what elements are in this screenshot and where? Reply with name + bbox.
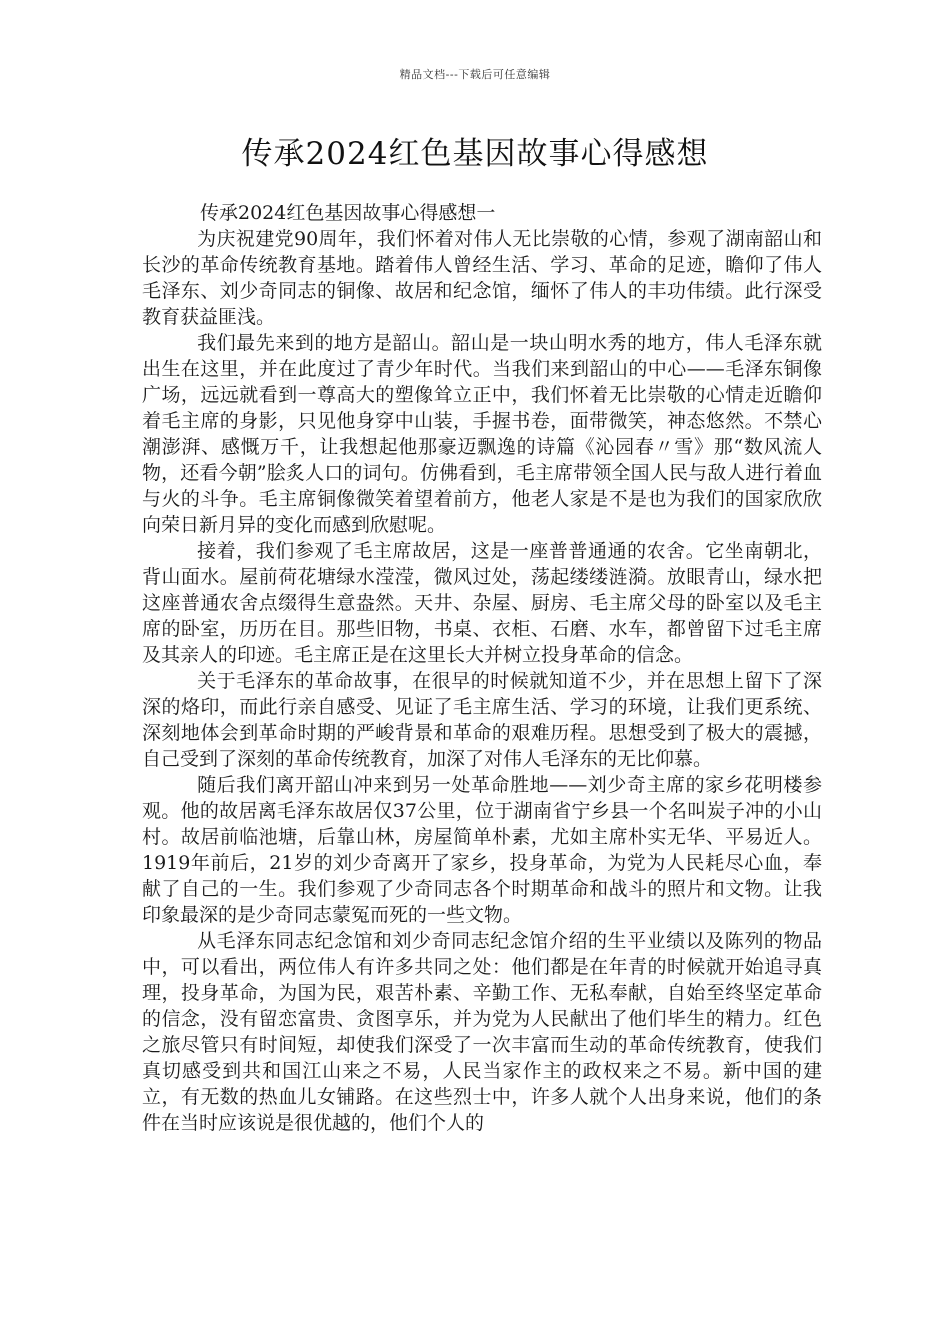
paragraph: 随后我们离开韶山冲来到另一处革命胜地——刘少奇主席的家乡花明楼参观。他的故居离毛泽东故居仅37公里，位于湖南省宁乡县一个名叫炭子冲的小山村。故居前临池塘，后靠山林，房屋简单朴素，尤如主席朴实无华、平易近人。1919年前后，21岁的刘少奇离开了家乡，投身革命，为党为人民耗尽心血，奉献了自己的一生。我们参观了少奇同志各个时期革命和战斗的照片和文物。让我印象最深的是少奇同志蒙冤而死的一些文物。	[142, 774, 822, 926]
paragraph: 为庆祝建党90周年，我们怀着对伟人无比崇敬的心情，参观了湖南韶山和长沙的革命传统教育基地。踏着伟人曾经生活、学习、革命的足迹，瞻仰了伟人毛泽东、刘少奇同志的铜像、故居和纪念馆，缅怀了伟人的丰功伟绩。此行深受教育获益匪浅。	[142, 228, 822, 328]
paragraph: 关于毛泽东的革命故事，在很早的时候就知道不少，并在思想上留下了深深的烙印，而此行亲自感受、见证了毛主席生活、学习的环境，让我们更系统、深刻地体会到革命时期的严峻背景和革命的艰难历程。思想受到了极大的震撼，自己受到了深刻的革命传统教育，加深了对伟人毛泽东的无比仰慕。	[142, 670, 822, 770]
section-subtitle: 传承2024红色基因故事心得感想一	[200, 202, 496, 224]
paragraph: 我们最先来到的地方是韶山。韶山是一块山明水秀的地方，伟人毛泽东就出生在这里，并在此度过了青少年时代。当我们来到韶山的中心——毛泽东铜像广场，远远就看到一尊高大的塑像耸立正中，我们怀着无比崇敬的心情走近瞻仰着毛主席的身影，只见他身穿中山装，手握书卷，面带微笑，神态悠然。不禁心潮澎湃、感慨万千，让我想起他那豪迈飘逸的诗篇《沁园春〃雪》那“数风流人物，还看今朝”脍炙人口的词句。仿佛看到，毛主席带领全国人民与敌人进行着血与火的斗争。毛主席铜像微笑着望着前方，他老人家是不是也为我们的国家欣欣向荣日新月异的变化而感到欣慰呢。	[142, 332, 822, 536]
paragraph: 接着，我们参观了毛主席故居，这是一座普普通通的农舍。它坐南朝北，背山面水。屋前荷花塘绿水滢滢，微风过处，荡起缕缕涟漪。放眼青山，绿水把这座普通农舍点缀得生意盎然。天井、杂屋、厨房、毛主席父母的卧室以及毛主席的卧室，历历在目。那些旧物，书桌、衣柜、石磨、水车，都曾留下过毛主席及其亲人的印迹。毛主席正是在这里长大并树立投身革命的信念。	[142, 540, 822, 666]
document-title: 传承2024红色基因故事心得感想	[241, 136, 709, 172]
paragraph: 从毛泽东同志纪念馆和刘少奇同志纪念馆介绍的生平业绩以及陈列的物品中，可以看出，两位伟人有许多共同之处：他们都是在年青的时候就开始追寻真理，投身革命，为国为民，艰苦朴素、辛勤工作、无私奉献，自始至终坚定革命的信念，没有留恋富贵、贪图享乐，并为党为人民献出了他们毕生的精力。红色之旅尽管只有时间短，却使我们深受了一次丰富而生动的革命传统教育，使我们真切感受到共和国江山来之不易，人民当家作主的政权来之不易。新中国的建立，有无数的热血儿女铺路。在这些烈士中，许多人就个人出身来说，他们的条件在当时应该说是很优越的，他们个人的	[142, 930, 822, 1134]
header-note: 精品文档---下载后可任意编辑	[399, 68, 551, 81]
body-text	[142, 226, 822, 1136]
